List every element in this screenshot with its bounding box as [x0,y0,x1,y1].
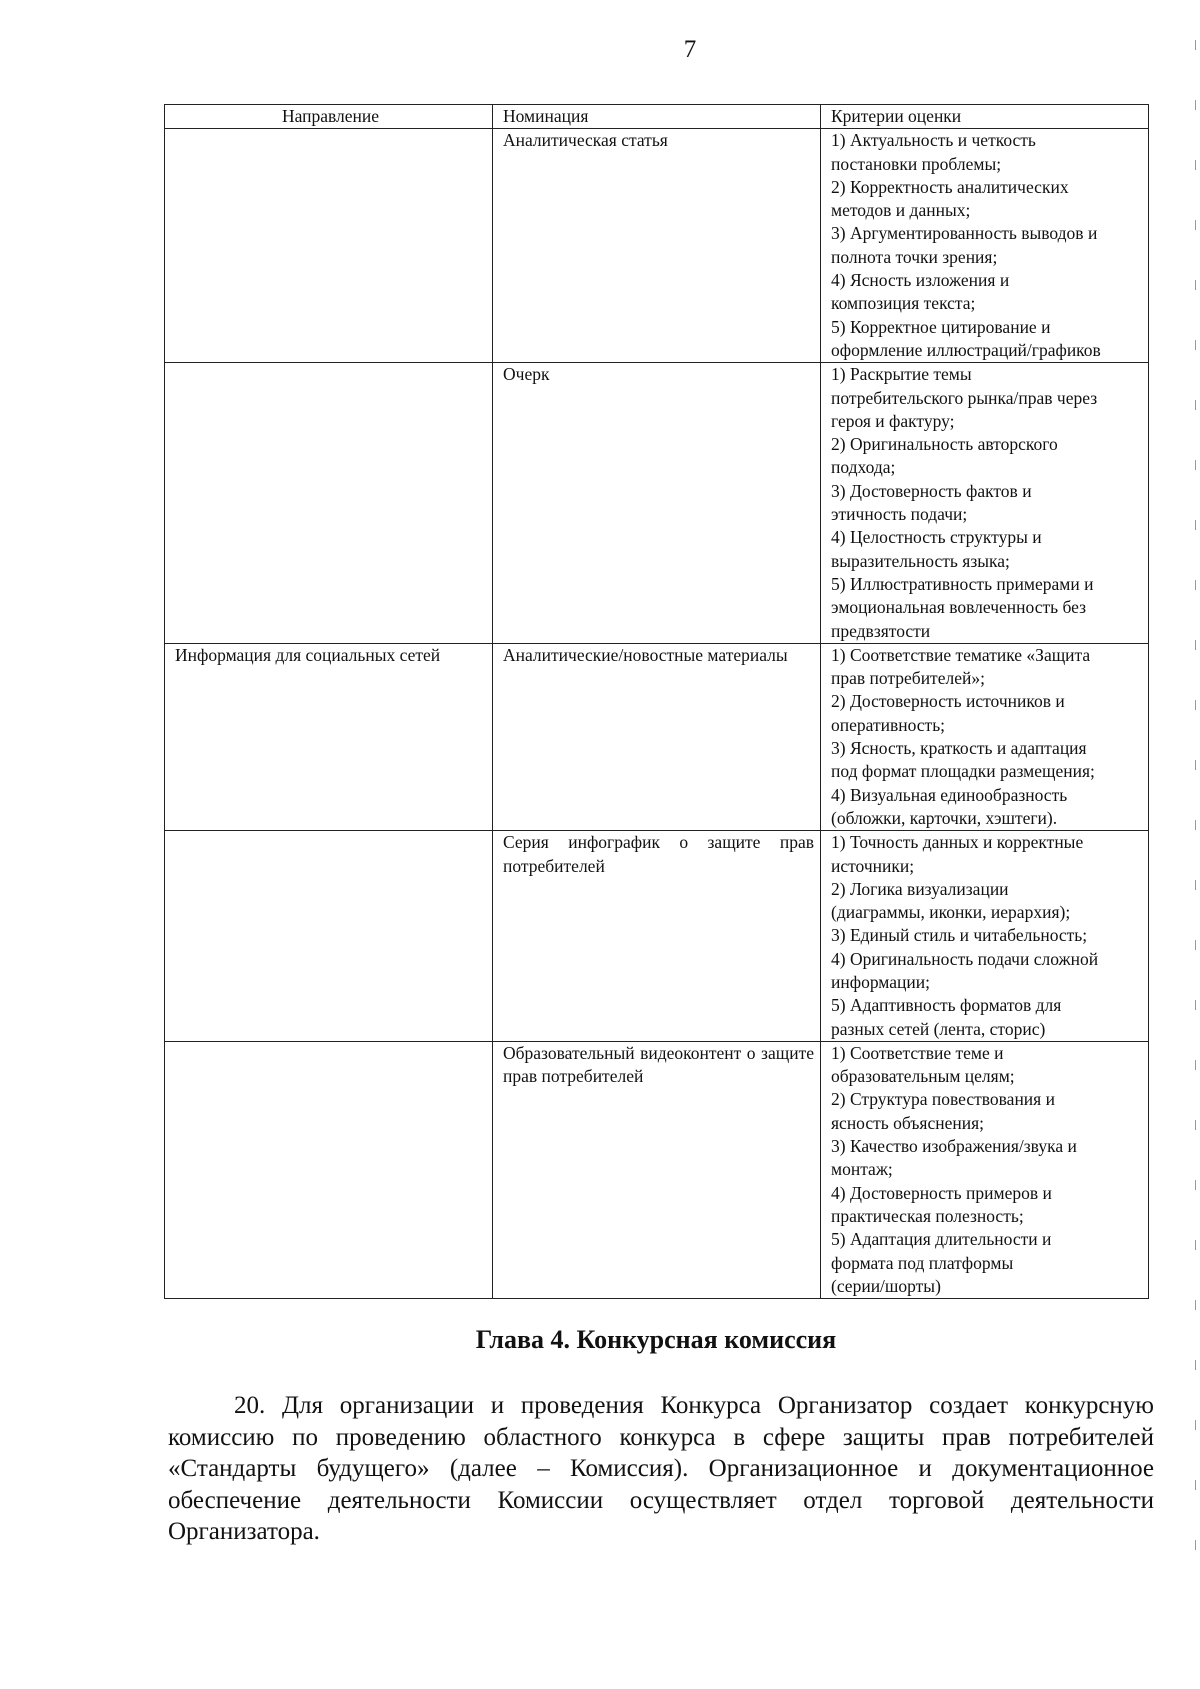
criteria-line: 5) Иллюстративность примерами и [831,573,1094,594]
criteria-line: 4) Ясность изложения и [831,270,1010,291]
direction-cell [165,831,493,1042]
page-number: 7 [683,36,697,63]
criteria-line: образовательным целям; [831,1066,1015,1087]
table-row [165,831,1149,1042]
criteria-line: ясность объяснения; [831,1112,984,1133]
criteria-line: 1) Соответствие теме и [831,1042,1004,1063]
scan-edge-mark [1195,640,1197,650]
criteria-line: 3) Аргументированность выводов и [831,223,1098,244]
criteria-line: 3) Единый стиль и читабельность; [831,925,1088,946]
criteria-line: этичность подачи; [831,504,968,525]
criteria-line: 4) Целостность структуры и [831,527,1042,548]
criteria-line: методов и данных; [831,200,971,221]
criteria-line: эмоциональная вовлеченность без [831,597,1087,618]
criteria-line: композиция текста; [831,293,976,314]
criteria-line: источники; [831,855,915,876]
criteria-line: героя и фактуру; [831,410,955,431]
scan-edge-mark [1195,760,1197,770]
scan-edge-mark [1195,460,1197,470]
scan-edge-mark [1195,1420,1197,1430]
criteria-line: 2) Логика визуализации [831,878,1009,899]
criteria-line: 1) Соответствие тематике «Защита [831,644,1091,665]
criteria-line: монтаж; [831,1159,893,1180]
criteria-line: 1) Раскрытие темы [831,364,972,385]
scan-edge-mark [1195,1480,1197,1490]
scan-edge-mark [1195,100,1197,110]
criteria-line: 5) Адаптивность форматов для [831,995,1062,1016]
direction-cell [165,1041,493,1298]
scan-edge-mark [1195,1060,1197,1070]
criteria-table [164,104,1149,1299]
criteria-cell [821,643,1149,830]
criteria-line: (серии/шорты) [831,1275,941,1296]
criteria-line: 3) Ясность, краткость и адаптация [831,738,1087,759]
direction-cell [165,363,493,644]
criteria-line: 2) Структура повествования и [831,1089,1055,1110]
criteria-line: информации; [831,971,930,992]
criteria-line: под формат площадки размещения; [831,761,1095,782]
criteria-line: 1) Точность данных и корректные [831,832,1084,853]
scan-edge-mark [1195,340,1197,350]
criteria-line: прав потребителей»; [831,668,985,689]
criteria-line: (диаграммы, иконки, иерархия); [831,902,1071,923]
scan-edge-mark [1195,220,1197,230]
criteria-line: оперативность; [831,714,946,735]
scan-edge-mark [1195,1180,1197,1190]
criteria-line: оформление иллюстраций/графиков [831,339,1101,360]
table-header-row [165,105,1149,129]
direction-cell [165,129,493,363]
body-paragraph: 20. Для организации и проведения Конкурса Организатор создает конкурсную комиссию по проведению областного конкурса в сфере защиты прав потребителей «Стандарты будущего» (далее – Комиссия). Организационное и документационное обеспечение деятельности Комиссии осуществляет отдел торговой деятельности Организатора. [168,1392,1154,1545]
criteria-line: 3) Качество изображения/звука и [831,1136,1077,1157]
scan-edge-mark [1195,160,1197,170]
criteria-line: постановки проблемы; [831,153,1002,174]
scan-edge-mark [1195,400,1197,410]
criteria-line: 4) Визуальная единообразность [831,784,1068,805]
criteria-line: 4) Достоверность примеров и [831,1182,1052,1203]
criteria-line: предвзятости [831,620,931,641]
scan-edge-mark [1195,580,1197,590]
scan-edge-mark [1195,940,1197,950]
criteria-line: 5) Корректное цитирование и [831,316,1051,337]
scan-edge-marks [1190,40,1196,1600]
criteria-line: 5) Адаптация длительности и [831,1229,1052,1250]
criteria-cell [821,129,1149,363]
table-row [165,129,1149,363]
nomination-cell: Очерк [493,363,821,644]
criteria-line: формата под платформы [831,1252,1014,1273]
criteria-line: потребительского рынка/прав через [831,387,1098,408]
scan-edge-mark [1195,700,1197,710]
nomination-cell: Аналитическая статья [493,129,821,363]
scan-edge-mark [1195,1120,1197,1130]
criteria-line: полнота точки зрения; [831,246,998,267]
scan-edge-mark [1195,520,1197,530]
scan-edge-mark [1195,40,1197,50]
scan-edge-mark [1195,1240,1197,1250]
criteria-line: практическая полезность; [831,1205,1024,1226]
criteria-line: 4) Оригинальность подачи сложной [831,948,1099,969]
criteria-line: 2) Достоверность источников и [831,691,1065,712]
criteria-line: 2) Корректность аналитических [831,176,1069,197]
criteria-line: выразительность языка; [831,550,1010,571]
nomination-cell: Образовательный видеоконтент о защите прав потребителей [493,1041,821,1298]
table-row [165,643,1149,830]
table-row [165,363,1149,644]
scan-edge-mark [1195,1540,1197,1550]
header-criteria: Критерии оценки [821,105,1149,129]
chapter-title: Глава 4. Конкурсная комиссия [475,1325,837,1354]
criteria-line: 3) Достоверность фактов и [831,480,1032,501]
nomination-cell: Аналитические/новостные материалы [493,643,821,830]
criteria-line: разных сетей (лента, сторис) [831,1018,1046,1039]
scan-edge-mark [1195,880,1197,890]
table-row [165,1041,1149,1298]
scan-edge-mark [1195,280,1197,290]
criteria-line: (обложки, карточки, хэштеги). [831,807,1058,828]
criteria-cell [821,831,1149,1042]
criteria-cell [821,363,1149,644]
header-nomination: Номинация [493,105,821,129]
criteria-line: 2) Оригинальность авторского [831,434,1058,455]
direction-cell: Информация для социальных сетей [165,643,493,830]
scan-edge-mark [1195,1360,1197,1370]
scan-edge-mark [1195,1000,1197,1010]
scan-edge-mark [1195,820,1197,830]
scan-edge-mark [1195,1300,1197,1310]
header-direction: Направление [165,105,493,129]
nomination-cell: Серия инфографик о защите прав потребителей [493,831,821,1042]
criteria-cell [821,1041,1149,1298]
criteria-line: 1) Актуальность и четкость [831,130,1036,151]
criteria-line: подхода; [831,457,896,478]
